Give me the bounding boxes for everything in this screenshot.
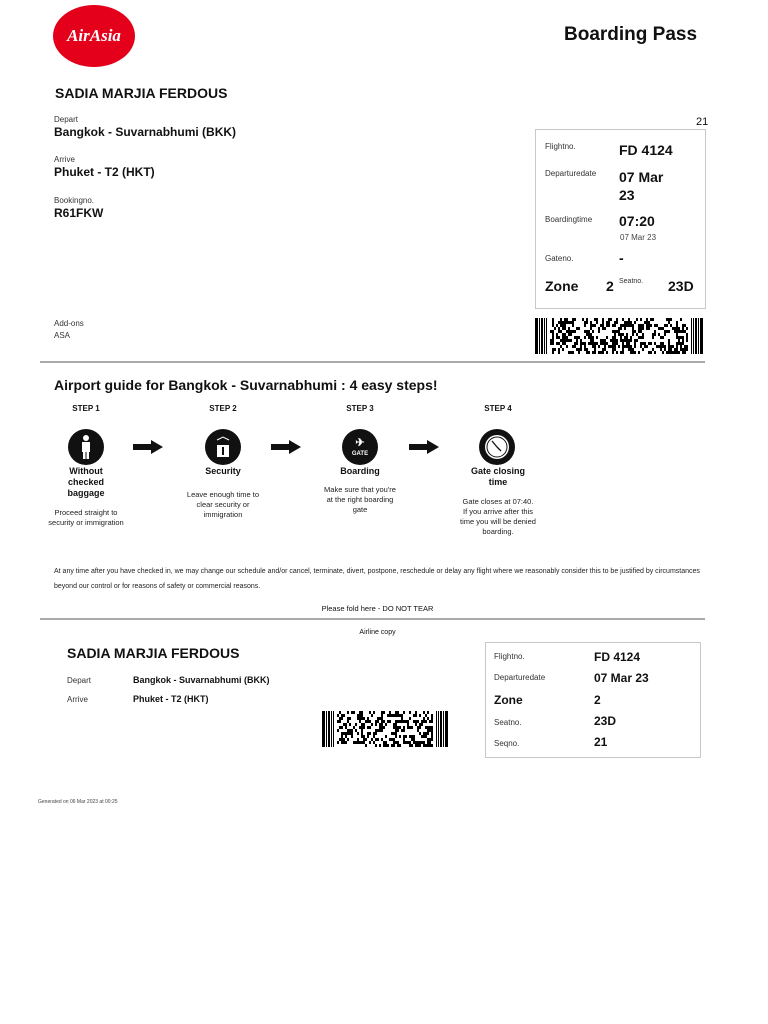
depart-value: Bangkok - Suvarnabhumi (BKK) xyxy=(54,125,237,139)
copy-zone-value: 2 xyxy=(594,693,601,707)
divider xyxy=(40,361,705,363)
copy-seat-label: Seatno. xyxy=(494,718,522,727)
copy-arrive-label: Arrive xyxy=(67,695,88,704)
airasia-logo: AirAsia xyxy=(53,5,135,67)
step-title: Boarding xyxy=(340,466,380,476)
barcode xyxy=(535,318,703,354)
boarding-date: 07 Mar 23 xyxy=(620,233,657,242)
booking-label: Bookingno. xyxy=(54,196,95,205)
fold-instruction: Please fold here - DO NOT TEAR xyxy=(321,604,434,613)
copy-date-label: Departuredate xyxy=(494,673,546,682)
disclaimer: At any time after you have checked in, we may change our schedule and/or cancel, terminate, divert, postpone, reschedule or delay any flight where we reasonably consider this to be justified by circumstances beyond our control or for reasons of safety or commercial reasons. xyxy=(54,568,700,590)
step-desc: Gate closes at 07:40. If you arrive after this time you will be denied boarding. xyxy=(460,497,536,536)
clock-icon xyxy=(479,429,515,465)
guide-heading: Airport guide for Bangkok - Suvarnabhumi : 4 easy steps! xyxy=(54,377,438,393)
step-title: Security xyxy=(205,466,241,476)
step-desc: Proceed straight to security or immigration xyxy=(48,508,124,527)
arrive-value: Phuket - T2 (HKT) xyxy=(54,165,155,179)
copy-seq-value: 21 xyxy=(594,735,608,749)
arrive-label: Arrive xyxy=(54,155,75,164)
fold-line xyxy=(40,618,705,620)
step-label: STEP 1 xyxy=(72,404,100,413)
flight-value: FD 4124 xyxy=(619,142,673,158)
flight-label: Flightno. xyxy=(545,142,576,151)
airline-copy-label: Airline copy xyxy=(359,629,396,636)
copy-depart-value: Bangkok - Suvarnabhumi (BKK) xyxy=(133,675,270,685)
step-label: STEP 4 xyxy=(484,404,512,413)
copy-flight-label: Flightno. xyxy=(494,652,525,661)
step-desc: Make sure that you're at the right boarding gate xyxy=(324,485,396,514)
gate-icon-text: GATE xyxy=(351,450,369,457)
depart-label: Depart xyxy=(54,115,79,124)
zone-value: 2 xyxy=(606,278,614,294)
boarding-value: 07:20 xyxy=(619,213,655,229)
arrow-right-icon xyxy=(133,440,163,454)
copy-flight-value: FD 4124 xyxy=(594,650,641,664)
gate-label: Gateno. xyxy=(545,254,574,263)
copy-date-value: 07 Mar 23 xyxy=(594,671,649,685)
copy-zone-label: Zone xyxy=(494,693,523,707)
date-label: Departuredate xyxy=(545,169,597,178)
zone-label: Zone xyxy=(545,278,579,294)
passenger-name: SADIA MARJIA FERDOUS xyxy=(55,85,228,101)
date-value: 07 Mar xyxy=(619,169,664,185)
addons-label: Add-ons xyxy=(54,319,84,328)
security-icon xyxy=(205,429,241,465)
step-desc: Leave enough time to clear security or immigration xyxy=(186,490,260,519)
page-title: Boarding Pass xyxy=(564,24,698,45)
date-value-year: 23 xyxy=(619,187,635,203)
generated-timestamp: Generated on 06 Mar 2023 at 00:25 xyxy=(38,799,118,805)
person-icon xyxy=(68,429,104,465)
sequence-number: 21 xyxy=(696,116,709,128)
step-label: STEP 3 xyxy=(346,404,374,413)
copy-arrive-value: Phuket - T2 (HKT) xyxy=(133,694,209,704)
step-label: STEP 2 xyxy=(209,404,237,413)
addons-value: ASA xyxy=(54,331,71,340)
copy-seat-value: 23D xyxy=(594,714,617,728)
gate-icon xyxy=(342,429,378,465)
gate-value: - xyxy=(619,250,624,266)
step-title: Without checked baggage xyxy=(67,466,105,498)
arrow-right-icon xyxy=(271,440,301,454)
arrow-right-icon xyxy=(409,440,439,454)
plane-icon: ✈ xyxy=(355,436,365,449)
seat-value: 23D xyxy=(668,278,694,294)
copy-passenger-name: SADIA MARJIA FERDOUS xyxy=(67,645,240,661)
copy-barcode xyxy=(322,711,448,747)
copy-seq-label: Seqno. xyxy=(494,739,520,748)
copy-depart-label: Depart xyxy=(67,676,92,685)
step-title: Gate closing time xyxy=(470,466,525,487)
seat-label: Seatno. xyxy=(619,278,644,285)
booking-value: R61FKW xyxy=(54,206,104,220)
boarding-label: Boardingtime xyxy=(545,215,593,224)
